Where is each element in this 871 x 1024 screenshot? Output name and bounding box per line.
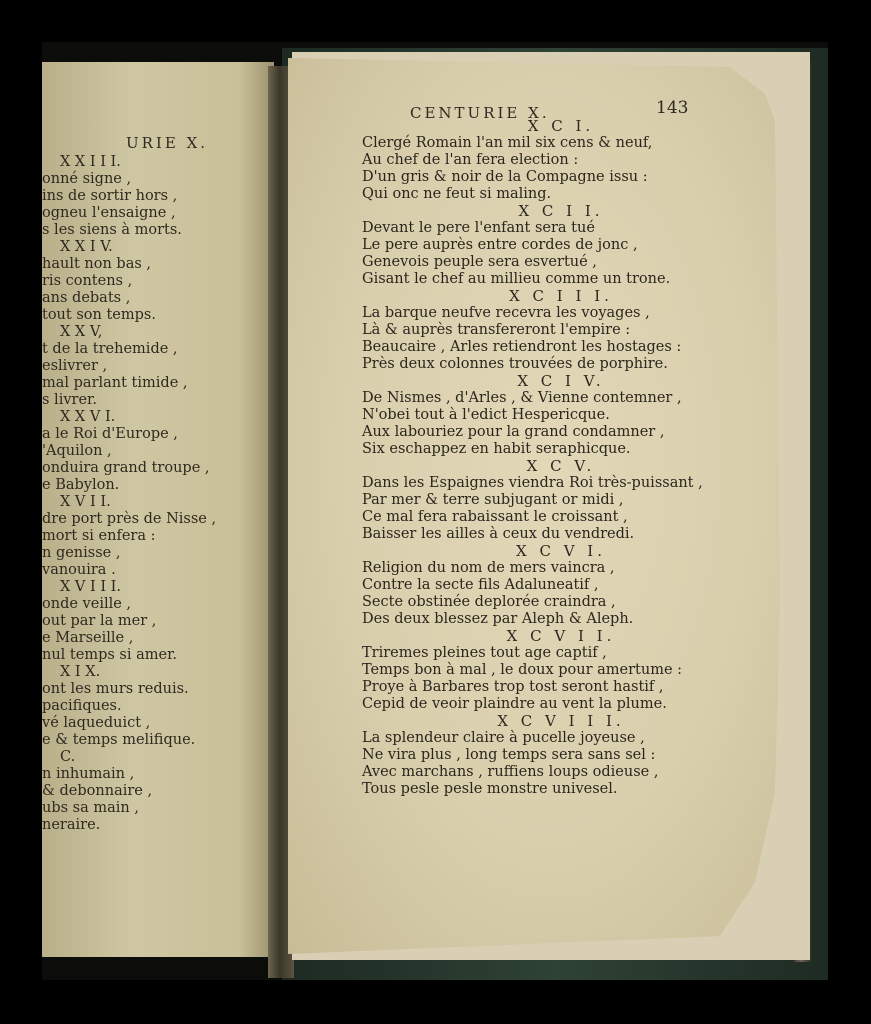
running-head — [370, 96, 700, 122]
left-verse-line: C. — [60, 749, 76, 765]
left-verse-line: onde veille , — [42, 596, 132, 612]
left-verse-line: n inhumain , — [42, 766, 135, 782]
quatrain-number: X C V I I I. — [497, 712, 625, 730]
page-header-title: CENTURIE X. — [410, 104, 550, 122]
quatrain-number: X C I I. — [518, 202, 604, 220]
left-verse-line: ans debats , — [42, 290, 131, 306]
left-verse-line: s livrer. — [42, 392, 97, 408]
verse-line: Baisser les ailles à ceux du vendredi. — [362, 526, 635, 542]
left-verse-line: X X I I I. — [60, 154, 121, 170]
left-verse-line: out par la mer , — [42, 613, 157, 629]
verse-line: Gisant le chef au millieu comme un trone. — [362, 271, 671, 287]
left-verse-line: mort si enfera : — [42, 528, 156, 544]
verse-line: Aux labouriez pour la grand condamner , — [362, 424, 665, 440]
verse-line: Beaucaire , Arles retiendront les hostages : — [362, 339, 682, 355]
verse-line: Ne vira plus , long temps sera sans sel : — [362, 747, 656, 763]
quatrain — [310, 458, 740, 543]
left-verse-line: X X V I. — [60, 409, 116, 425]
verse-line: Tous pesle pesle monstre univesel. — [362, 781, 618, 797]
verse-line: Triremes pleines tout age captif , — [362, 645, 607, 661]
verse-line: N'obei tout à l'edict Hespericque. — [362, 407, 610, 423]
quatrain — [310, 203, 740, 288]
verse-line: Clergé Romain l'an mil six cens & neuf, — [362, 135, 653, 151]
left-verse-line: & debonnaire , — [42, 783, 153, 799]
left-verse-line: s les siens à morts. — [42, 222, 182, 238]
left-verse-line: e Marseille , — [42, 630, 134, 646]
verse-line: Le pere auprès entre cordes de jonc , — [362, 237, 638, 253]
right-page-text — [310, 118, 740, 798]
quatrain-number: X C I V. — [517, 372, 605, 390]
quatrain-number: X C I I I. — [509, 287, 613, 305]
verse-line: Contre la secte fils Adaluneatif , — [362, 577, 599, 593]
quatrain — [310, 628, 740, 713]
left-verse-line: X X V, — [60, 324, 103, 340]
verse-line: De Nismes , d'Arles , & Vienne contemner , — [362, 390, 682, 406]
verse-line: Par mer & terre subjugant or midi , — [362, 492, 624, 508]
quatrain — [310, 288, 740, 373]
verse-line: Des deux blessez par Aleph & Aleph. — [362, 611, 634, 627]
left-verse-line: t de la trehemide , — [42, 341, 178, 357]
left-verse-line: X X I V. — [60, 239, 113, 255]
verse-line: Avec marchans , ruffiens loups odieuse , — [362, 764, 659, 780]
quatrain-number: X C V I. — [516, 542, 606, 560]
verse-line: Proye à Barbares trop tost seront hastif , — [362, 679, 664, 695]
page-number: 143 — [656, 98, 689, 118]
verse-line: Cepid de veoir plaindre au vent la plume. — [362, 696, 667, 712]
left-verse-line: ubs sa main , — [42, 800, 139, 816]
quatrain — [310, 543, 740, 628]
left-verse-line: mal parlant timide , — [42, 375, 188, 391]
verse-line: Secte obstinée deplorée craindra , — [362, 594, 616, 610]
left-verse-line: e & temps melifique. — [42, 732, 196, 748]
verse-line: Près deux colonnes trouvées de porphire. — [362, 356, 668, 372]
left-page-header: URIE X. — [126, 134, 209, 152]
verse-line: La splendeur claire à pucelle joyeuse , — [362, 730, 645, 746]
left-verse-line: X I X. — [60, 664, 101, 680]
left-verse-line: a le Roi d'Europe , — [42, 426, 178, 442]
verse-line: Six eschappez en habit seraphicque. — [362, 441, 631, 457]
verse-line: Genevois peuple sera esvertué , — [362, 254, 597, 270]
verse-line: Temps bon à mal , le doux pour amertume : — [362, 662, 683, 678]
left-verse-line: ogneu l'ensaigne , — [42, 205, 176, 221]
quatrain-number: X C I. — [527, 117, 595, 135]
quatrain-number: X C V. — [526, 457, 596, 475]
verse-line: La barque neufve recevra les voyages , — [362, 305, 650, 321]
verse-line: Devant le pere l'enfant sera tué — [362, 220, 595, 236]
verse-line: Au chef de l'an fera election : — [362, 152, 579, 168]
left-verse-line: eslivrer , — [42, 358, 108, 374]
left-page-text — [42, 154, 274, 834]
left-verse-line: X V I I. — [60, 494, 111, 510]
left-verse-line: dre port près de Nisse , — [42, 511, 217, 527]
photo-frame — [42, 42, 828, 980]
left-verse-line: e Babylon. — [42, 477, 120, 493]
left-verse-line: vé laqueduict , — [42, 715, 151, 731]
left-verse-line: hault non bas , — [42, 256, 151, 272]
left-verse-line: nul temps si amer. — [42, 647, 178, 663]
quatrain-number: X C V I I. — [506, 627, 616, 645]
left-page — [42, 62, 274, 957]
verse-line: Qui onc ne feut si maling. — [362, 186, 552, 202]
left-verse-line: tout son temps. — [42, 307, 156, 323]
left-verse-line: 'Aquilon , — [42, 443, 112, 459]
left-verse-line: ins de sortir hors , — [42, 188, 178, 204]
left-verse-line: ris contens , — [42, 273, 133, 289]
left-verse-line: pacifiques. — [42, 698, 122, 714]
verse-line: Ce mal fera rabaissant le croissant , — [362, 509, 628, 525]
left-verse-line: ont les murs reduis. — [42, 681, 189, 697]
verse-line: D'un gris & noir de la Compagne issu : — [362, 169, 648, 185]
left-verse-line: vanouira . — [42, 562, 116, 578]
left-verse-line: onduira grand troupe , — [42, 460, 210, 476]
left-verse-line: neraire. — [42, 817, 101, 833]
left-verse-line: X V I I I. — [60, 579, 122, 595]
left-verse-line: n genisse , — [42, 545, 121, 561]
left-verse-line: onné signe , — [42, 171, 132, 187]
quatrain — [310, 118, 740, 203]
quatrain — [310, 373, 740, 458]
verse-line: Dans les Espaignes viendra Roi très-puissant , — [362, 475, 703, 491]
quatrain — [310, 713, 740, 798]
verse-line: Là & auprès transfereront l'empire : — [362, 322, 631, 338]
verse-line: Religion du nom de mers vaincra , — [362, 560, 615, 576]
